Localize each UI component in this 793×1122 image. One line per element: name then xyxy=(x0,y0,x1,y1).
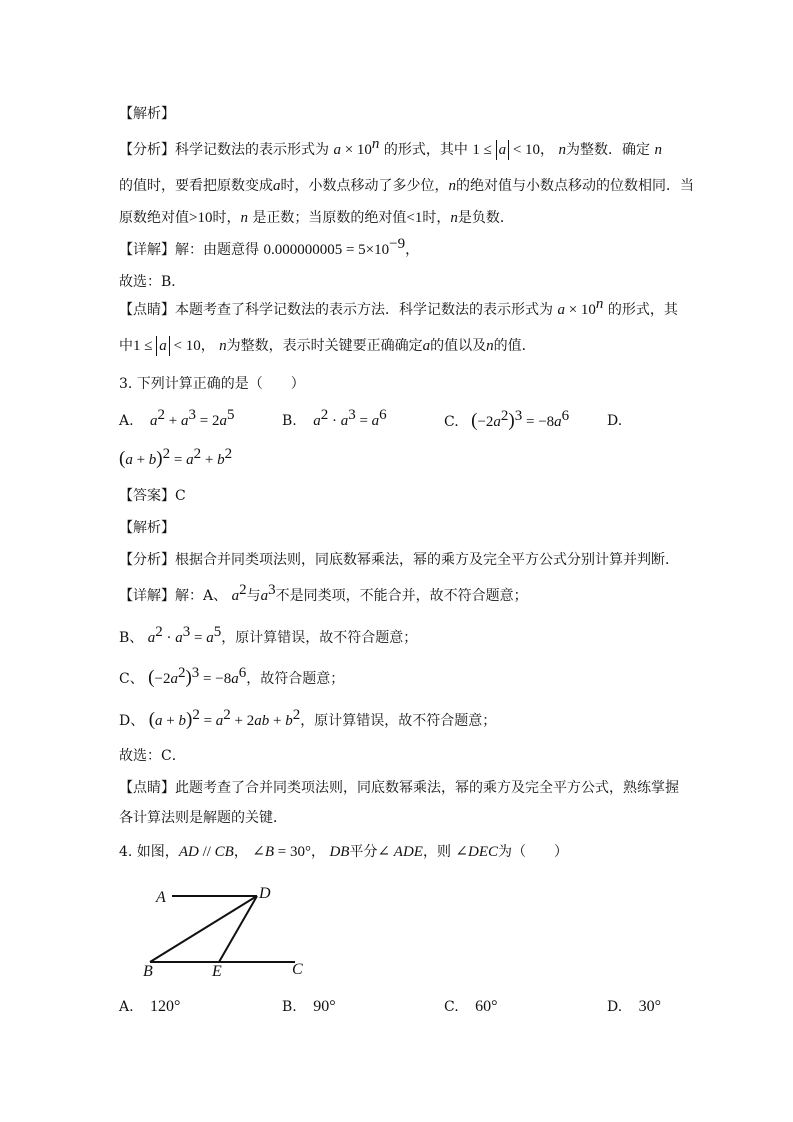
q3-option-a: A. $a^2 + a^3 = 2a^5$ xyxy=(119,407,235,429)
text: 的绝对值与小数点移动的位数相同．当 xyxy=(456,178,694,194)
q3-comment-2: 各计算法则是解题的关键． xyxy=(119,810,287,826)
q4-option-b xyxy=(282,996,336,1018)
text: 4. 如图， xyxy=(119,844,179,860)
option-value: 120° xyxy=(150,998,181,1015)
text: ，故符合题意； xyxy=(246,671,345,687)
option-label: B. xyxy=(282,413,297,429)
detail-tag: 【详解】 xyxy=(119,588,175,604)
text: 为整数．确定 xyxy=(565,142,650,158)
label-b: B xyxy=(143,963,153,980)
option-label: B. xyxy=(282,999,297,1015)
detail-tag: 【详解】 xyxy=(119,242,175,258)
comment-line-1: 【点睛】本题考查了科学记数法的表示方法．科学记数法的表示形式为 $a \times 10^n$ 的形式，其 xyxy=(119,296,678,318)
text: 不是同类项，不能合并，故不符合题意； xyxy=(275,588,528,604)
q3-detail-b: B、 $a^2 \cdot a^3 = a^5$，原计算错误，故不符合题意； xyxy=(119,624,418,646)
q3-choice: 故选：C． xyxy=(119,748,186,764)
q3-jiexi: 【解析】 xyxy=(119,520,175,536)
analysis-line-1: 【分析】科学记数法的表示形式为 $a \times 10^n$ 的形式，其中 1 ≤ a < 10， n为整数．确定 n xyxy=(119,136,662,158)
text: 的值． xyxy=(493,338,536,354)
math-expression: 0.000000005 = 5×10 xyxy=(263,242,390,258)
label-d: D xyxy=(259,885,271,902)
text: ，原计算错误，故不符合题意； xyxy=(221,630,418,646)
option-value: 30° xyxy=(638,998,662,1015)
text: 是正数；当原数的绝对值 xyxy=(252,210,407,226)
text: ，则 xyxy=(422,844,451,860)
option-value: 90° xyxy=(313,998,336,1015)
detail-line xyxy=(119,236,420,260)
text: B、 xyxy=(119,630,144,646)
label-e: E xyxy=(212,963,222,980)
q3-detail-a: 【详解】解：A、 $a^2$与$a^3$不是同类项，不能合并，故不符合题意； xyxy=(119,582,528,604)
q4-option-d xyxy=(607,996,661,1018)
text: 解：A、 xyxy=(175,588,228,604)
text: ，原计算错误，故不符合题意； xyxy=(300,713,497,729)
q3-option-d: $(a + b)^2 = a^2 + b^2$ xyxy=(119,446,233,469)
text: 科学记数法的表示形式为 xyxy=(175,142,329,158)
analysis-line-3: 原数绝对值>10时，n 是正数；当原数的绝对值<1时，n是负数． xyxy=(119,210,514,226)
text: ， xyxy=(405,242,420,258)
label-c: C xyxy=(292,961,303,978)
text: ， xyxy=(200,338,215,354)
segment-de xyxy=(219,896,257,962)
text: 的形式，其中 xyxy=(383,142,468,158)
text: C、 xyxy=(119,671,144,687)
text: 本题考查了科学记数法的表示方法．科学记数法的表示形式为 xyxy=(175,302,553,318)
option-value: 60° xyxy=(475,998,498,1015)
text: 中 xyxy=(119,338,133,354)
segment-bd xyxy=(150,896,257,962)
option-label: A. xyxy=(119,999,134,1015)
text: ， xyxy=(311,844,325,860)
comment-tag: 【点睛】 xyxy=(119,302,175,318)
text: 时，小数点移动了多少位， xyxy=(280,178,449,194)
option-label: C. xyxy=(444,414,459,430)
q3-detail-d: D、 $(a + b)^2 = a^2 + 2ab + b^2$，原计算错误，故不符合题意； xyxy=(119,707,497,730)
text: 为整数，表示时关键要正确确定 xyxy=(226,338,423,354)
q3-option-c: C. $(-2a^2)^3 = -8a^6$ xyxy=(444,408,570,431)
text: 与 xyxy=(246,588,261,604)
text: 是负数． xyxy=(457,210,514,226)
q3-answer: 【答案】C xyxy=(119,488,186,504)
q3-analysis: 【分析】根据合并同类项法则，同底数幂乘法，幂的乘方及完全平方公式分别计算并判断． xyxy=(119,552,679,568)
choice-line: 故选：B． xyxy=(119,274,186,290)
q3-detail-c: C、 $(-2a^2)^3 = -8a^6$，故符合题意； xyxy=(119,665,345,688)
exponent: −9 xyxy=(389,236,406,252)
q3-comment-1: 【点睛】此题考查了合并同类项法则，同底数幂乘法，幂的乘方及完全平方公式，熟练掌握 xyxy=(119,780,679,796)
text: 时， xyxy=(212,210,241,226)
text: ， xyxy=(540,142,555,158)
q4-option-a xyxy=(119,996,180,1018)
jiexi-heading: 【解析】 xyxy=(119,106,175,122)
option-label: C. xyxy=(444,999,459,1015)
q4-stem: 4. 如图，AD // CB， ∠B = 30°， DB平分∠ ADE，则 ∠DEC为（ ） xyxy=(119,844,568,860)
label-a: A xyxy=(156,889,166,906)
q4-option-c xyxy=(444,996,498,1018)
q3-option-d-label: D. xyxy=(607,413,623,429)
q3-option-b: B. $a^2 \cdot a^3 = a^6$ xyxy=(282,407,387,429)
option-label: A. xyxy=(119,413,134,429)
analysis-tag: 【分析】 xyxy=(119,142,175,158)
text: 解：由题意得 xyxy=(175,242,259,258)
text: 的值以及 xyxy=(430,338,487,354)
text: ， xyxy=(233,844,248,860)
text: D、 xyxy=(119,713,145,729)
geometry-figure xyxy=(140,880,320,980)
text: 为（ ） xyxy=(497,844,568,860)
analysis-line-2: 的值时，要看把原数变成a时，小数点移动了多少位，n的绝对值与小数点移动的位数相同．当 xyxy=(119,178,694,194)
q3-stem: 3. 下列计算正确的是（ ） xyxy=(119,376,305,392)
text: 平分 xyxy=(349,844,378,860)
comment-line-2: 中1 ≤ a < 10， n为整数，表示时关键要正确确定a的值以及n的值． xyxy=(119,338,536,354)
text: 时， xyxy=(422,210,451,226)
text: 的值时，要看把原数变成 xyxy=(119,178,273,194)
text: 原数绝对值 xyxy=(119,210,189,226)
option-label: D. xyxy=(607,999,623,1015)
text: 的形式，其 xyxy=(607,302,678,318)
